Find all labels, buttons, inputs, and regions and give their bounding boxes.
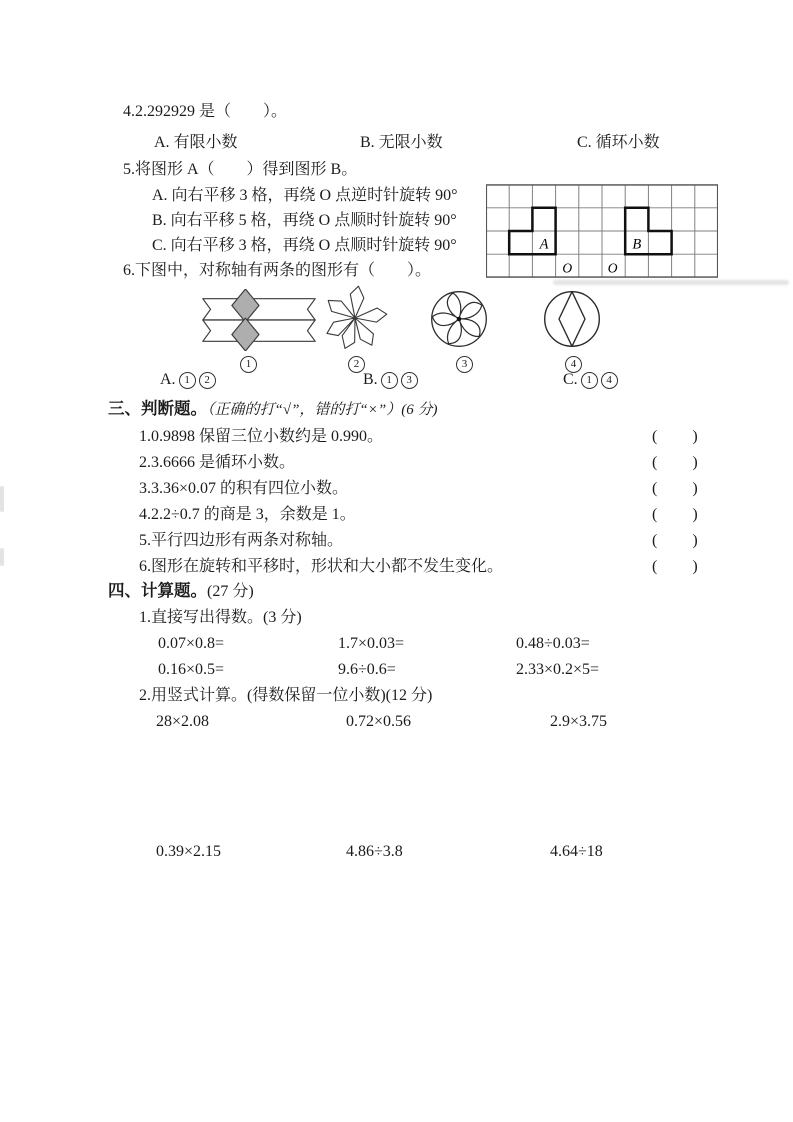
rotation-point-o2-label: O <box>607 260 618 276</box>
section-3-title: 三、判断题。 <box>108 399 207 418</box>
question-6-option-a <box>160 370 216 390</box>
question-5-option-b: B. 向右平移 5 格，再绕 O 点顺时针旋转 90° <box>152 212 457 229</box>
section-3-note: （正确的打“√”，错的打“×”） <box>207 402 402 418</box>
judgment-item-2: 2.3.6666 是循环小数。 <box>139 454 296 471</box>
question-4-option-c: C. 循环小数 <box>577 134 660 151</box>
figure-1-diamond-star <box>199 289 319 351</box>
answer-bracket: ( ) <box>652 532 699 549</box>
answer-bracket: ( ) <box>652 558 699 575</box>
rotation-point-o1-label: O <box>562 260 573 276</box>
mental-calc-expression: 1.7×0.03= <box>338 635 405 652</box>
mental-calc-expression: 9.6÷0.6= <box>338 661 396 678</box>
circled-number-icon: 3 <box>401 372 418 389</box>
section-4-header <box>108 581 254 602</box>
circled-number-icon: 1 <box>581 372 598 389</box>
section-4-title: 四、计算题。 <box>108 581 207 600</box>
answer-bracket: ( ) <box>652 454 699 471</box>
shape-a-label: A <box>539 236 549 253</box>
judgment-item-3: 3.3.36×0.07 的积有四位小数。 <box>139 480 349 497</box>
question-6-option-c <box>563 370 618 390</box>
mental-calc-expression: 2.33×0.2×5= <box>516 661 600 678</box>
figure-3-flower-in-circle <box>429 289 489 349</box>
question-5-option-a: A. 向右平移 3 格，再绕 O 点逆时针旋转 90° <box>152 187 458 204</box>
answer-bracket: ( ) <box>652 480 699 497</box>
translation-rotation-grid-diagram <box>486 184 718 278</box>
figure-3-caption <box>456 354 473 374</box>
circled-number-icon: 1 <box>179 372 196 389</box>
option-label: C. <box>563 371 578 388</box>
figure-2-pinwheel <box>320 283 390 353</box>
judgment-item-1: 1.0.9898 保留三位小数约是 0.990。 <box>139 428 384 445</box>
circled-number-icon: 4 <box>565 356 582 373</box>
figure-4-rhombus-in-circle <box>542 289 602 349</box>
answer-bracket: ( ) <box>652 428 699 445</box>
question-6-option-b <box>363 370 418 390</box>
circled-number-icon: 2 <box>348 356 365 373</box>
question-5-text: 5.将图形 A（ ）得到图形 B。 <box>123 161 358 178</box>
shape-b-label: B <box>632 236 642 253</box>
circled-number-icon: 3 <box>456 356 473 373</box>
circled-number-icon: 1 <box>240 356 257 373</box>
scan-smudge <box>0 548 4 566</box>
circled-number-icon: 1 <box>381 372 398 389</box>
scan-smudge <box>0 486 4 512</box>
mental-calc-expression: 0.07×0.8= <box>158 635 225 652</box>
calc-sub2-title: 2.用竖式计算。(得数保留一位小数)(12 分) <box>139 687 433 704</box>
answer-bracket: ( ) <box>652 506 699 523</box>
option-label: A. <box>160 371 176 388</box>
figure-1-caption <box>240 354 257 374</box>
scan-streak <box>553 280 789 285</box>
column-calc-expression: 4.64÷18 <box>550 843 603 860</box>
circled-number-icon: 4 <box>601 372 618 389</box>
column-calc-expression: 0.72×0.56 <box>346 713 412 730</box>
judgment-item-5: 5.平行四边形有两条对称轴。 <box>139 532 344 549</box>
question-4-text: 4.2.292929 是（ ）。 <box>123 103 288 120</box>
calc-sub1-title: 1.直接写出得数。(3 分) <box>139 609 302 626</box>
column-calc-expression: 28×2.08 <box>156 713 210 730</box>
question-5-option-c: C. 向右平移 3 格，再绕 O 点顺时针旋转 90° <box>152 237 457 254</box>
question-4-option-b: B. 无限小数 <box>360 134 443 151</box>
judgment-item-6: 6.图形在旋转和平移时，形状和大小都不发生变化。 <box>139 558 504 575</box>
option-label: B. <box>363 371 378 388</box>
judgment-item-4: 4.2.2÷0.7 的商是 3，余数是 1。 <box>139 506 356 523</box>
mental-calc-expression: 0.48÷0.03= <box>516 635 590 652</box>
section-3-score: (6 分) <box>401 402 438 418</box>
column-calc-expression: 4.86÷3.8 <box>346 843 403 860</box>
mental-calc-expression: 0.16×0.5= <box>158 661 225 678</box>
section-4-score: (27 分) <box>207 583 254 600</box>
circled-number-icon: 2 <box>199 372 216 389</box>
question-6-text: 6.下图中，对称轴有两条的图形有（ ）。 <box>123 262 432 279</box>
question-4-option-a: A. 有限小数 <box>154 134 238 151</box>
section-3-header <box>108 399 437 420</box>
column-calc-expression: 2.9×3.75 <box>550 713 608 730</box>
column-calc-expression: 0.39×2.15 <box>156 843 222 860</box>
